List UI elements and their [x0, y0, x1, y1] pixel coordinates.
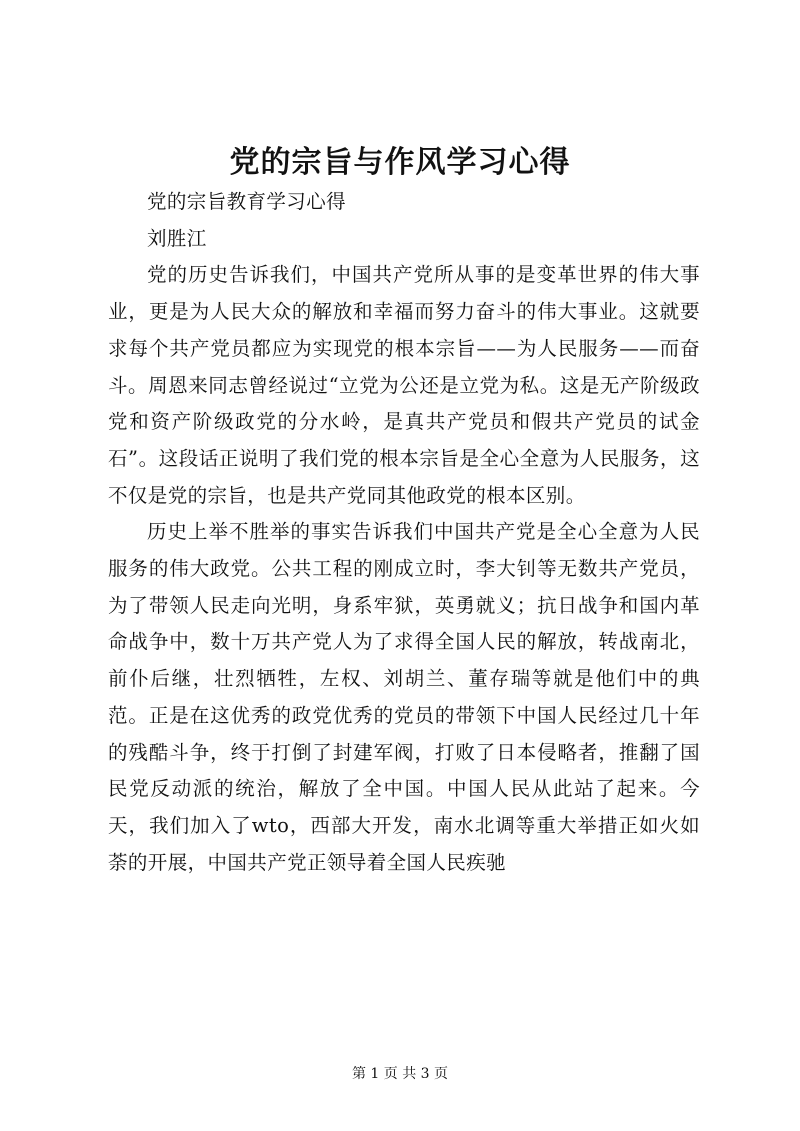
- paragraph: 党的历史告诉我们，中国共产党所从事的是变革世界的伟大事业，更是为人民大众的解放和幸福而努力奋斗的伟大事业。这就要求每个共产党员都应为实现党的根本宗旨——为人民服务——而奋斗。周恩来同志曾经说过“立党为公还是立党为私。这是无产阶级政党和资产阶级政党的分水岭，是真共产党员和假共产党员的试金石”。这段话正说明了我们党的根本宗旨是全心全意为人民服务，这不仅是党的宗旨，也是共产党同其他政党的根本区别。: [108, 263, 700, 507]
- author-line: 刘胜江: [147, 226, 207, 250]
- paragraph: 历史上举不胜举的事实告诉我们中国共产党是全心全意为人民服务的伟大政党。公共工程的刚成立时，李大钊等无数共产党员，为了带领人民走向光明，身系牢狱，英勇就义；抗日战争和国内革命战争中，数十万共产党人为了求得全国人民的解放，转战南北，前仆后继，壮烈牺牲，左权、刘胡兰、董存瑞等就是他们中的典范。正是在这优秀的政党优秀的党员的带领下中国人民经过几十年的残酷斗争，终于打倒了封建军阀，打败了日本侵略者，推翻了国民党反动派的统治，解放了全中国。中国人民从此站了起来。今天，我们加入了wto，西部大开发，南水北调等重大举措正如火如荼的开展，中国共产党正领导着全国人民疾驰: [108, 520, 700, 874]
- document-body: [108, 184, 700, 881]
- page-footer: 第 1 页 共 3 页: [351, 1066, 449, 1082]
- subtitle-line: 党的宗旨教育学习心得: [147, 190, 347, 213]
- document-title: 党的宗旨与作风学习心得: [229, 145, 571, 180]
